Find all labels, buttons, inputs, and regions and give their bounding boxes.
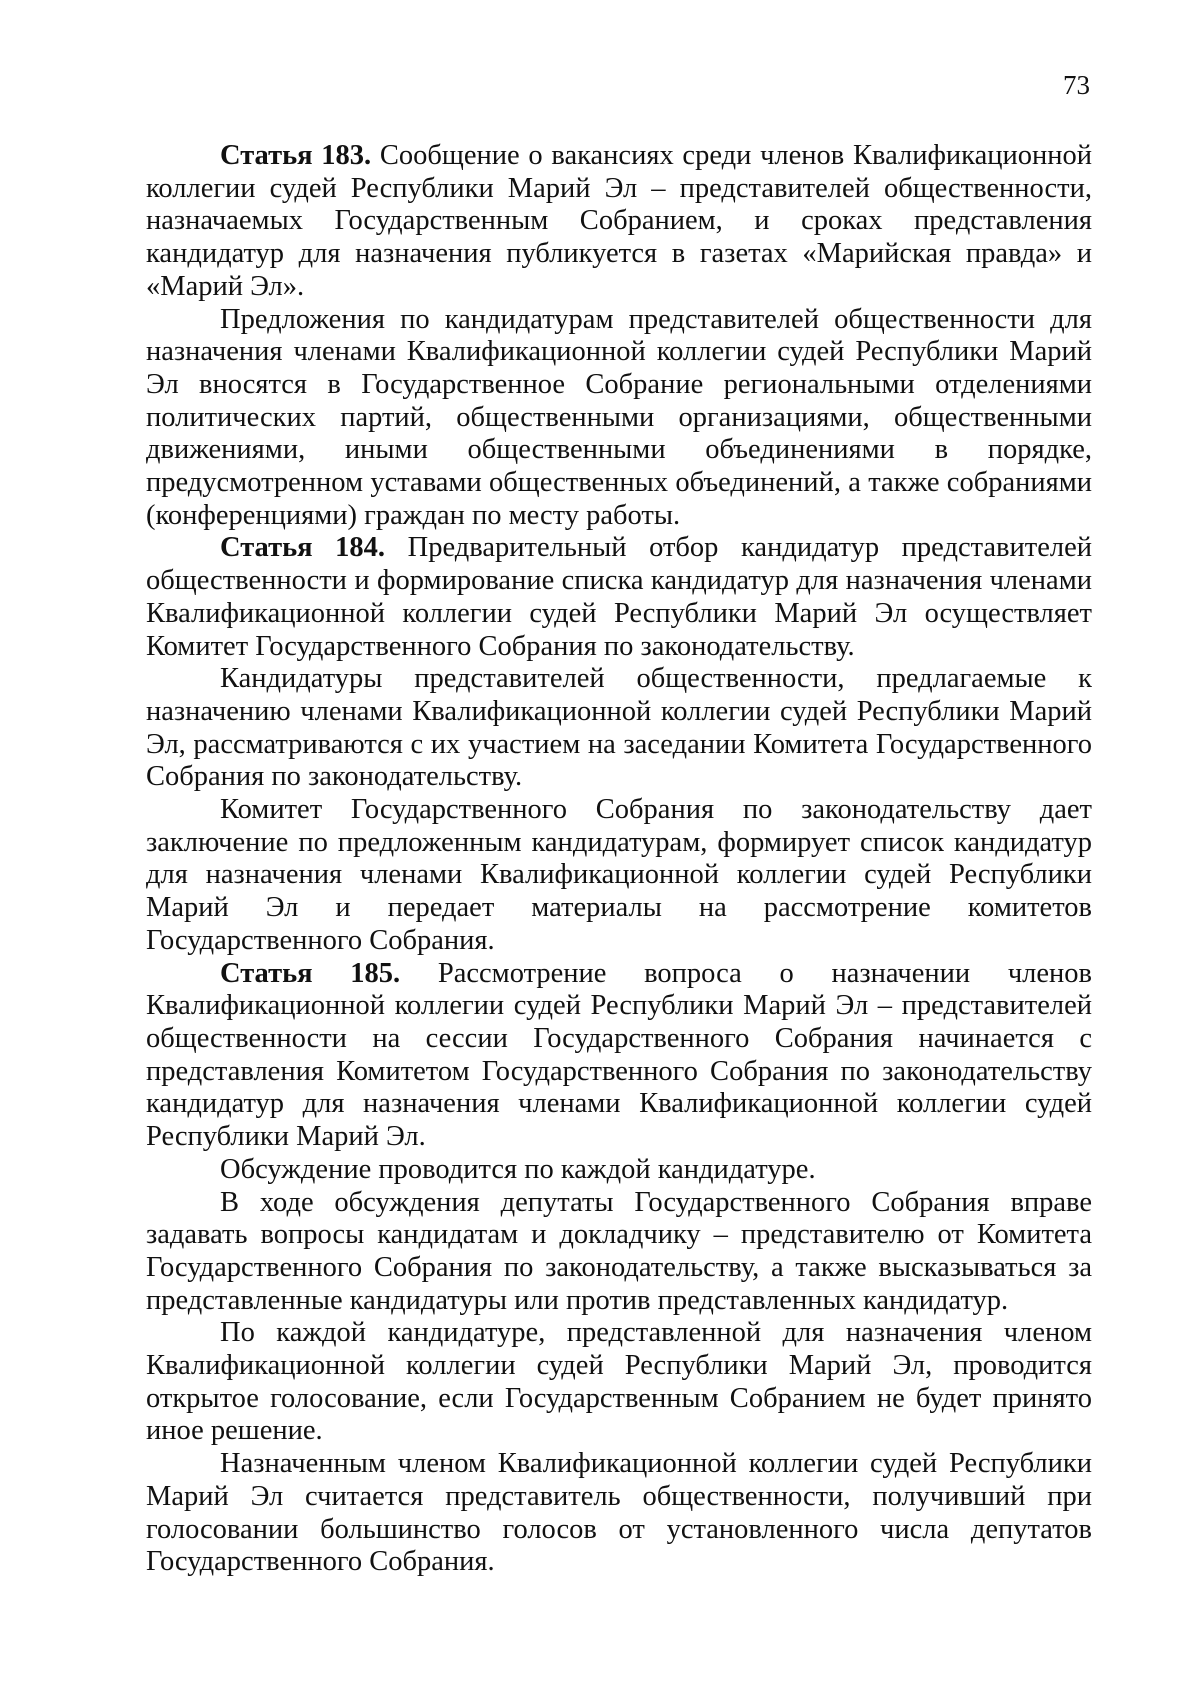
document-body <box>146 140 1092 1579</box>
paragraph-text: Назначенным членом Квалификационной коллегии судей Республики Марий Эл считается представитель общественности, получивший при голосовании большинство голосов от установленного числа депутатов Государственного Собрания. <box>146 1448 1092 1578</box>
paragraph-text: Сообщение о вакансиях среди членов Квалификационной коллегии судей Республики Марий Эл – представителей общественности, назначаемых Государственным Собранием, и сроках представления кандидатур для назначения публикуется в газетах «Марийская правда» и «Марий Эл». <box>146 140 1092 302</box>
paragraph <box>146 663 1092 794</box>
paragraph-text: Кандидатуры представителей общественности, предлагаемые к назначению членами Квалификационной коллегии судей Республики Марий Эл, рассматриваются с их участием на заседании Комитета Государственного Собрания по законодательству. <box>146 663 1092 793</box>
paragraph-text: Предварительный отбор кандидатур представителей общественности и формирование списка кандидатур для назначения членами Квалификационной коллегии судей Республики Марий Эл осуществляет Комитет Государственного Собрания по законодательству. <box>146 532 1092 662</box>
paragraph-article-183 <box>146 140 1092 304</box>
article-label: Статья 183. <box>220 140 372 171</box>
paragraph <box>146 1154 1092 1187</box>
paragraph <box>146 1317 1092 1448</box>
article-label: Статья 185. <box>220 957 401 989</box>
paragraph <box>146 1187 1092 1318</box>
article-label: Статья 184. <box>220 532 386 564</box>
paragraph <box>146 794 1092 958</box>
paragraph-article-185 <box>146 958 1092 1154</box>
paragraph-article-184 <box>146 532 1092 663</box>
paragraph-text: Обсуждение проводится по каждой кандидатуре. <box>220 1153 816 1185</box>
paragraph-text: Предложения по кандидатурам представителей общественности для назначения членами Квалификационной коллегии судей Республики Марий Эл вносятся в Государственное Собрание региональными отделениями политических партий, общественными организациями, общественными движениями, иными общественными объединениями в порядке, предусмотренном уставами общественных объединений, а также собраниями (конференциями) граждан по месту работы. <box>146 303 1092 531</box>
paragraph <box>146 1448 1092 1579</box>
paragraph <box>146 304 1092 533</box>
page-number: 73 <box>1063 70 1090 100</box>
paragraph-text: Рассмотрение вопроса о назначении членов Квалификационной коллегии судей Республики Марий Эл – представителей общественности на сессии Государственного Собрания начинается с представления Комитетом Государственного Собрания по законодательству кандидатур для назначения членами Квалификационной коллегии судей Республики Марий Эл. <box>146 957 1092 1153</box>
paragraph-text: По каждой кандидатуре, представленной для назначения членом Квалификационной коллегии судей Республики Марий Эл, проводится открытое голосование, если Государственным Собранием не будет принято иное решение. <box>146 1317 1092 1447</box>
paragraph-text: В ходе обсуждения депутаты Государственного Собрания вправе задавать вопросы кандидатам и докладчику – представителю от Комитета Государственного Собрания по законодательству, а также высказываться за представленные кандидатуры или против представленных кандидатур. <box>146 1186 1092 1316</box>
paragraph-text: Комитет Государственного Собрания по законодательству дает заключение по предложенным кандидатурам, формирует список кандидатур для назначения членами Квалификационной коллегии судей Республики Марий Эл и передает материалы на рассмотрение комитетов Государственного Собрания. <box>146 794 1092 956</box>
